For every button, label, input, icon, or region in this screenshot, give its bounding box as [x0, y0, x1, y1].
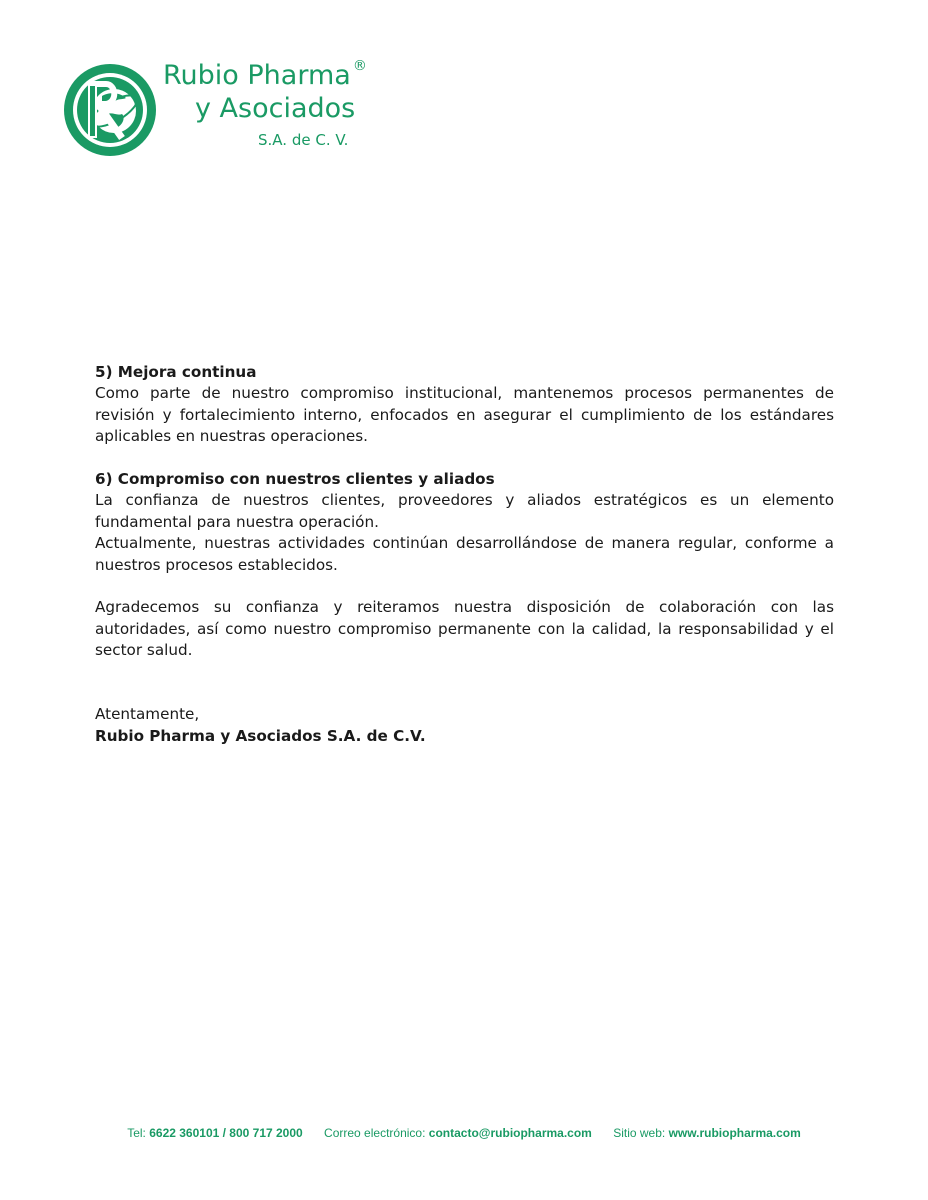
brand-line-1: Rubio Pharma ® [163, 58, 367, 91]
website-link[interactable]: www.rubiopharma.com [668, 1126, 801, 1140]
sign-off: Atentamente, [95, 705, 200, 724]
company-logo [62, 58, 367, 152]
letter-body [95, 362, 834, 747]
signature: Rubio Pharma y Asociados S.A. de C.V. [95, 726, 426, 745]
section-6-heading: 6) Compromiso con nuestros clientes y aliados [95, 470, 495, 489]
section-6-paragraph-1: La confianza de nuestros clientes, proveedores y aliados estratégicos es un elemento fundamental para nuestra operación. [95, 491, 834, 531]
section-6-paragraph-2: Actualmente, nuestras actividades continúan desarrollándose de manera regular, conforme a nuestros procesos establecidos. [95, 534, 834, 574]
brand-line-2: y Asociados [195, 93, 356, 124]
email-link[interactable]: contacto@rubiopharma.com [428, 1126, 592, 1140]
footer-contact [0, 1126, 928, 1140]
registered-mark: ® [352, 58, 367, 74]
footer-website: Sitio web: www.rubiopharma.com [613, 1126, 801, 1140]
footer-phone: Tel: 6622 360101 / 800 717 2000 [127, 1126, 303, 1140]
closing-paragraph: Agradecemos su confianza y reiteramos nuestra disposición de colaboración con las autoridades, así como nuestro compromiso permanente con la calidad, la responsabilidad y el sector salud. [95, 598, 834, 660]
brand-line-3: S.A. de C. V. [258, 131, 349, 149]
rp-globe-icon [62, 62, 158, 158]
section-5-heading: 5) Mejora continua [95, 363, 257, 381]
section-5-paragraph: Como parte de nuestro compromiso institucional, mantenemos procesos permanentes de revisión y fortalecimiento interno, enfocados en asegurar el cumplimiento de los estándares aplicables en nuestras operaciones. [95, 384, 834, 446]
footer-email: Correo electrónico: contacto@rubiopharma.com [324, 1126, 592, 1140]
